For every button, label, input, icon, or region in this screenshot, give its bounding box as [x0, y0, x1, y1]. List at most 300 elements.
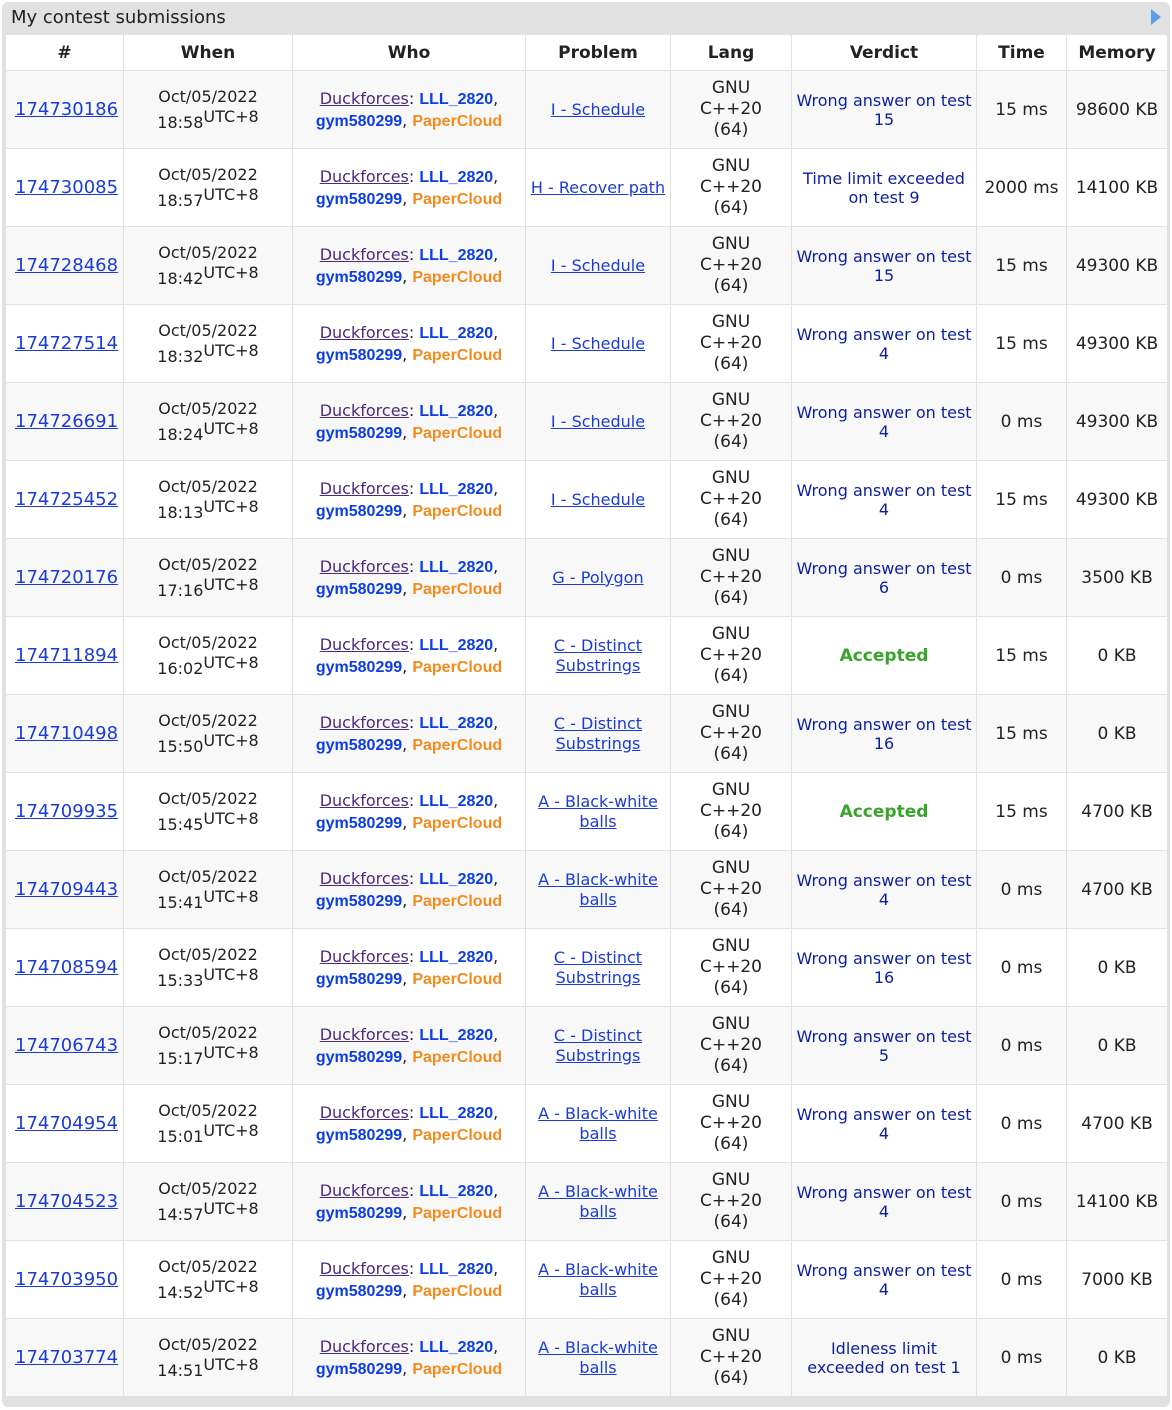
separator-comma: ,: [493, 244, 499, 264]
problem-link[interactable]: A - Black-white balls: [538, 1103, 658, 1143]
lang-cell: [671, 1163, 792, 1241]
panel-caption: [5, 2, 1167, 34]
expand-arrow-icon[interactable]: [1151, 9, 1161, 25]
timezone-label: UTC+8: [203, 886, 259, 906]
submission-id-cell: [6, 1085, 124, 1163]
problem-link[interactable]: A - Black-white balls: [538, 1259, 658, 1299]
separator-comma: ,: [402, 890, 413, 910]
lang-version: C++20: [700, 879, 762, 899]
submission-id-link[interactable]: 174708594: [15, 957, 119, 978]
member-link-lll2820[interactable]: LLL_2820: [419, 480, 494, 498]
time-cell: 0 ms: [977, 1163, 1067, 1241]
team-link[interactable]: Duckforces: [319, 712, 409, 732]
verdict-text[interactable]: Idleness limit exceeded on test 1: [807, 1338, 961, 1377]
lang-bits: (64): [713, 198, 749, 218]
team-link[interactable]: Duckforces: [319, 1024, 409, 1044]
member-link-papercloud[interactable]: PaperCloud: [412, 1048, 503, 1066]
submission-time: [126, 653, 290, 679]
separator-comma: ,: [493, 790, 499, 810]
memory-cell: 0 KB: [1067, 617, 1168, 695]
problem-cell: [526, 1319, 671, 1397]
submission-id-cell: [6, 695, 124, 773]
member-link-gym580299[interactable]: gym580299: [315, 970, 403, 988]
verdict-cell: [792, 461, 977, 539]
member-link-lll2820[interactable]: LLL_2820: [419, 1338, 494, 1356]
team-link[interactable]: Duckforces: [319, 478, 409, 498]
lang-cell: [671, 383, 792, 461]
memory-cell: 4700 KB: [1067, 773, 1168, 851]
verdict-cell: [792, 1085, 977, 1163]
when-cell: [124, 149, 293, 227]
member-link-lll2820[interactable]: LLL_2820: [419, 1182, 494, 1200]
verdict-text[interactable]: Wrong answer on test 16: [796, 714, 972, 753]
member-link-gym580299[interactable]: gym580299: [315, 1126, 403, 1144]
team-link[interactable]: Duckforces: [319, 166, 409, 186]
verdict-cell: [792, 149, 977, 227]
lang-compiler: GNU: [711, 780, 751, 800]
verdict-cell: [792, 1163, 977, 1241]
member-link-gym580299[interactable]: gym580299: [315, 892, 403, 910]
submission-id-cell: [6, 929, 124, 1007]
when-cell: [124, 1319, 293, 1397]
lang-cell: [671, 929, 792, 1007]
team-link[interactable]: Duckforces: [319, 1258, 409, 1278]
member-link-lll2820[interactable]: LLL_2820: [419, 1260, 494, 1278]
member-link-papercloud[interactable]: PaperCloud: [412, 346, 503, 364]
verdict-text[interactable]: Wrong answer on test 4: [796, 480, 972, 519]
submission-id-link[interactable]: 174725452: [15, 489, 119, 510]
submission-time: [126, 575, 290, 601]
lang-compiler: GNU: [711, 858, 751, 878]
lang-version: C++20: [700, 1113, 762, 1133]
when-cell: [124, 71, 293, 149]
lang-cell: [671, 227, 792, 305]
time-cell: 15 ms: [977, 773, 1067, 851]
lang-bits: (64): [713, 354, 749, 374]
submissions-panel: [2, 2, 1170, 1407]
lang-version: C++20: [700, 489, 762, 509]
submission-time: [126, 497, 290, 523]
submission-id-cell: [6, 617, 124, 695]
separator-colon: :: [408, 322, 420, 342]
verdict-text[interactable]: Wrong answer on test 4: [796, 1104, 972, 1143]
table-row: [6, 851, 1168, 929]
verdict-text[interactable]: Wrong answer on test 5: [796, 1026, 972, 1065]
member-link-lll2820[interactable]: LLL_2820: [419, 714, 494, 732]
time-cell: 0 ms: [977, 929, 1067, 1007]
member-link-lll2820[interactable]: LLL_2820: [419, 870, 494, 888]
verdict-text[interactable]: Wrong answer on test 4: [796, 1260, 972, 1299]
header-who: Who: [293, 35, 526, 71]
problem-link[interactable]: C - Distinct Substrings: [553, 713, 643, 753]
separator-colon: :: [408, 790, 420, 810]
timezone-label: UTC+8: [203, 652, 259, 672]
lang-version: C++20: [700, 645, 762, 665]
lang-version: C++20: [700, 255, 762, 275]
member-link-papercloud[interactable]: PaperCloud: [412, 190, 503, 208]
problem-cell: [526, 305, 671, 383]
memory-cell: 49300 KB: [1067, 461, 1168, 539]
timezone-label: UTC+8: [203, 106, 259, 126]
table-row: [6, 1007, 1168, 1085]
submission-id-link[interactable]: 174730085: [15, 177, 119, 198]
lang-bits: (64): [713, 1290, 749, 1310]
separator-colon: :: [408, 1102, 420, 1122]
lang-compiler: GNU: [711, 156, 751, 176]
time-cell: 0 ms: [977, 539, 1067, 617]
verdict-text[interactable]: Wrong answer on test 15: [796, 90, 972, 129]
problem-cell: [526, 1007, 671, 1085]
table-row: [6, 1163, 1168, 1241]
submission-id-link[interactable]: 174730186: [15, 99, 119, 120]
time-cell: 15 ms: [977, 71, 1067, 149]
lang-compiler: GNU: [711, 624, 751, 644]
member-link-lll2820[interactable]: LLL_2820: [419, 1104, 494, 1122]
time-cell: 15 ms: [977, 305, 1067, 383]
lang-compiler: GNU: [711, 468, 751, 488]
member-link-lll2820[interactable]: LLL_2820: [419, 90, 494, 108]
verdict-text[interactable]: Wrong answer on test 4: [796, 1182, 972, 1221]
lang-bits: (64): [713, 822, 749, 842]
separator-colon: :: [408, 1336, 420, 1356]
separator-comma: ,: [493, 946, 499, 966]
verdict-cell: [792, 227, 977, 305]
submission-clock: 15:45: [157, 814, 204, 834]
member-link-papercloud[interactable]: PaperCloud: [412, 424, 503, 442]
submission-clock: 18:58: [157, 112, 204, 132]
member-link-lll2820[interactable]: LLL_2820: [419, 948, 494, 966]
member-link-lll2820[interactable]: LLL_2820: [419, 246, 494, 264]
member-link-papercloud[interactable]: PaperCloud: [412, 1282, 503, 1300]
when-cell: [124, 851, 293, 929]
team-link[interactable]: Duckforces: [319, 946, 409, 966]
submission-clock: 15:50: [157, 736, 204, 756]
member-link-papercloud[interactable]: PaperCloud: [412, 970, 503, 988]
team-link[interactable]: Duckforces: [319, 244, 409, 264]
problem-cell: [526, 1163, 671, 1241]
member-link-gym580299[interactable]: gym580299: [315, 502, 403, 520]
time-cell: 15 ms: [977, 617, 1067, 695]
timezone-label: UTC+8: [203, 1120, 259, 1140]
submission-id-link[interactable]: 174726691: [15, 411, 119, 432]
submission-id-link[interactable]: 174706743: [15, 1035, 119, 1056]
verdict-text[interactable]: Wrong answer on test 6: [796, 558, 972, 597]
separator-colon: :: [408, 712, 420, 732]
member-link-lll2820[interactable]: LLL_2820: [419, 1026, 494, 1044]
memory-cell: 49300 KB: [1067, 383, 1168, 461]
problem-link[interactable]: I - Schedule: [550, 411, 646, 431]
separator-colon: :: [408, 1024, 420, 1044]
table-row: [6, 617, 1168, 695]
lang-compiler: GNU: [711, 936, 751, 956]
submission-id-link[interactable]: 174704523: [15, 1191, 119, 1212]
when-cell: [124, 1085, 293, 1163]
separator-comma: ,: [402, 1046, 413, 1066]
when-cell: [124, 305, 293, 383]
member-link-papercloud[interactable]: PaperCloud: [412, 1360, 503, 1378]
memory-cell: 7000 KB: [1067, 1241, 1168, 1319]
team-link[interactable]: Duckforces: [319, 400, 409, 420]
header-when: When: [124, 35, 293, 71]
verdict-text[interactable]: Wrong answer on test 4: [796, 402, 972, 441]
lang-cell: [671, 773, 792, 851]
member-link-papercloud[interactable]: PaperCloud: [412, 112, 503, 130]
verdict-cell: [792, 617, 977, 695]
who-cell: [293, 929, 526, 1007]
member-link-gym580299[interactable]: gym580299: [315, 1282, 403, 1300]
member-link-gym580299[interactable]: gym580299: [315, 736, 403, 754]
member-link-gym580299[interactable]: gym580299: [315, 1204, 403, 1222]
separator-comma: ,: [493, 556, 499, 576]
member-link-papercloud[interactable]: PaperCloud: [412, 736, 503, 754]
timezone-label: UTC+8: [203, 262, 259, 282]
time-cell: 0 ms: [977, 1007, 1067, 1085]
submission-clock: 14:52: [157, 1282, 204, 1302]
member-link-gym580299[interactable]: gym580299: [315, 580, 403, 598]
verdict-cell: [792, 929, 977, 1007]
lang-bits: (64): [713, 744, 749, 764]
submission-date: Oct/05/2022: [158, 710, 258, 730]
time-cell: 0 ms: [977, 1319, 1067, 1397]
problem-link[interactable]: I - Schedule: [550, 333, 646, 353]
submission-id-link[interactable]: 174704954: [15, 1113, 119, 1134]
separator-comma: ,: [493, 634, 499, 654]
memory-cell: 3500 KB: [1067, 539, 1168, 617]
lang-bits: (64): [713, 978, 749, 998]
separator-comma: ,: [402, 656, 413, 676]
table-row: [6, 305, 1168, 383]
submissions-table: [5, 34, 1168, 1397]
separator-colon: :: [408, 166, 420, 186]
member-link-lll2820[interactable]: LLL_2820: [419, 558, 494, 576]
problem-link[interactable]: A - Black-white balls: [538, 869, 658, 909]
submission-date: Oct/05/2022: [158, 788, 258, 808]
verdict-cell: [792, 383, 977, 461]
panel-title: My contest submissions: [11, 7, 226, 28]
member-link-lll2820[interactable]: LLL_2820: [419, 636, 494, 654]
separator-colon: :: [408, 244, 420, 264]
submission-id-cell: [6, 539, 124, 617]
lang-bits: (64): [713, 1212, 749, 1232]
submission-date: Oct/05/2022: [158, 242, 258, 262]
member-link-gym580299[interactable]: gym580299: [315, 268, 403, 286]
verdict-text[interactable]: Accepted: [839, 645, 929, 666]
member-link-papercloud[interactable]: PaperCloud: [412, 268, 503, 286]
member-link-gym580299[interactable]: gym580299: [315, 814, 403, 832]
lang-compiler: GNU: [711, 78, 751, 98]
table-row: [6, 227, 1168, 305]
problem-link[interactable]: I - Schedule: [550, 255, 646, 275]
lang-bits: (64): [713, 510, 749, 530]
separator-comma: ,: [493, 478, 499, 498]
team-link[interactable]: Duckforces: [319, 88, 409, 108]
submission-id-cell: [6, 305, 124, 383]
submission-date: Oct/05/2022: [158, 1100, 258, 1120]
table-row: [6, 1241, 1168, 1319]
separator-comma: ,: [493, 1258, 499, 1278]
verdict-text[interactable]: Accepted: [839, 801, 929, 822]
team-link[interactable]: Duckforces: [319, 1180, 409, 1200]
time-cell: 0 ms: [977, 1085, 1067, 1163]
lang-cell: [671, 149, 792, 227]
submission-id-cell: [6, 383, 124, 461]
problem-link[interactable]: H - Recover path: [530, 177, 666, 197]
submission-id-link[interactable]: 174703950: [15, 1269, 119, 1290]
submission-id-link[interactable]: 174709443: [15, 879, 119, 900]
verdict-cell: [792, 305, 977, 383]
lang-compiler: GNU: [711, 702, 751, 722]
problem-link[interactable]: C - Distinct Substrings: [553, 947, 643, 987]
lang-version: C++20: [700, 177, 762, 197]
member-link-lll2820[interactable]: LLL_2820: [419, 324, 494, 342]
verdict-cell: [792, 695, 977, 773]
submission-id-link[interactable]: 174720176: [15, 567, 119, 588]
when-cell: [124, 1241, 293, 1319]
submission-id-link[interactable]: 174709935: [15, 801, 119, 822]
member-link-gym580299[interactable]: gym580299: [315, 190, 403, 208]
submission-date: Oct/05/2022: [158, 554, 258, 574]
time-cell: 2000 ms: [977, 149, 1067, 227]
timezone-label: UTC+8: [203, 340, 259, 360]
problem-cell: [526, 695, 671, 773]
problem-cell: [526, 539, 671, 617]
who-cell: [293, 1007, 526, 1085]
verdict-text[interactable]: Wrong answer on test 4: [796, 324, 972, 363]
memory-cell: 4700 KB: [1067, 851, 1168, 929]
lang-compiler: GNU: [711, 1326, 751, 1346]
problem-link[interactable]: C - Distinct Substrings: [553, 1025, 643, 1065]
submission-id-cell: [6, 461, 124, 539]
separator-comma: ,: [493, 166, 499, 186]
team-link[interactable]: Duckforces: [319, 1102, 409, 1122]
submission-id-cell: [6, 149, 124, 227]
lang-bits: (64): [713, 1368, 749, 1388]
time-cell: 0 ms: [977, 851, 1067, 929]
member-link-gym580299[interactable]: gym580299: [315, 1048, 403, 1066]
submission-date: Oct/05/2022: [158, 476, 258, 496]
submission-date: Oct/05/2022: [158, 632, 258, 652]
who-cell: [293, 539, 526, 617]
team-link[interactable]: Duckforces: [319, 868, 409, 888]
member-link-papercloud[interactable]: PaperCloud: [412, 658, 503, 676]
submission-id-link[interactable]: 174728468: [15, 255, 119, 276]
separator-colon: :: [408, 478, 420, 498]
member-link-papercloud[interactable]: PaperCloud: [412, 580, 503, 598]
submission-date: Oct/05/2022: [158, 1334, 258, 1354]
problem-link[interactable]: G - Polygon: [552, 567, 644, 587]
problem-cell: [526, 617, 671, 695]
team-link[interactable]: Duckforces: [319, 790, 409, 810]
member-link-lll2820[interactable]: LLL_2820: [419, 168, 494, 186]
member-link-papercloud[interactable]: PaperCloud: [412, 1204, 503, 1222]
submission-date: Oct/05/2022: [158, 944, 258, 964]
member-link-papercloud[interactable]: PaperCloud: [412, 1126, 503, 1144]
header-verdict: Verdict: [792, 35, 977, 71]
lang-cell: [671, 695, 792, 773]
team-link[interactable]: Duckforces: [319, 322, 409, 342]
separator-comma: ,: [402, 1124, 413, 1144]
lang-cell: [671, 617, 792, 695]
member-link-gym580299[interactable]: gym580299: [315, 112, 403, 130]
lang-bits: (64): [713, 1056, 749, 1076]
member-link-lll2820[interactable]: LLL_2820: [419, 792, 494, 810]
submission-clock: 15:17: [157, 1048, 204, 1068]
table-row: [6, 929, 1168, 1007]
problem-link[interactable]: C - Distinct Substrings: [553, 635, 643, 675]
member-link-papercloud[interactable]: PaperCloud: [412, 502, 503, 520]
problem-link[interactable]: A - Black-white balls: [538, 1181, 658, 1221]
timezone-label: UTC+8: [203, 1198, 259, 1218]
submission-time: [126, 1355, 290, 1381]
submission-id-link[interactable]: 174711894: [15, 645, 119, 666]
when-cell: [124, 929, 293, 1007]
member-link-gym580299[interactable]: gym580299: [315, 1360, 403, 1378]
submission-id-cell: [6, 1241, 124, 1319]
verdict-text[interactable]: Wrong answer on test 4: [796, 870, 972, 909]
lang-cell: [671, 851, 792, 929]
member-link-gym580299[interactable]: gym580299: [315, 658, 403, 676]
verdict-text[interactable]: Wrong answer on test 15: [796, 246, 972, 285]
problem-link[interactable]: I - Schedule: [550, 99, 646, 119]
lang-cell: [671, 1007, 792, 1085]
lang-compiler: GNU: [711, 390, 751, 410]
timezone-label: UTC+8: [203, 730, 259, 750]
submission-date: Oct/05/2022: [158, 398, 258, 418]
submission-id-cell: [6, 851, 124, 929]
memory-cell: 14100 KB: [1067, 1163, 1168, 1241]
member-link-gym580299[interactable]: gym580299: [315, 346, 403, 364]
team-link[interactable]: Duckforces: [319, 634, 409, 654]
submission-time: [126, 887, 290, 913]
lang-version: C++20: [700, 1347, 762, 1367]
team-link[interactable]: Duckforces: [319, 556, 409, 576]
submission-id-link[interactable]: 174703774: [15, 1347, 119, 1368]
lang-compiler: GNU: [711, 546, 751, 566]
when-cell: [124, 227, 293, 305]
submission-time: [126, 731, 290, 757]
submission-clock: 14:51: [157, 1360, 204, 1380]
verdict-cell: [792, 1319, 977, 1397]
verdict-text[interactable]: Time limit exceeded on test 9: [803, 168, 965, 207]
who-cell: [293, 149, 526, 227]
separator-colon: :: [408, 400, 420, 420]
member-link-papercloud[interactable]: PaperCloud: [412, 814, 503, 832]
problem-link[interactable]: A - Black-white balls: [538, 1337, 658, 1377]
submission-id-cell: [6, 773, 124, 851]
table-row: [6, 1085, 1168, 1163]
separator-comma: ,: [402, 500, 413, 520]
problem-link[interactable]: A - Black-white balls: [538, 791, 658, 831]
lang-version: C++20: [700, 801, 762, 821]
separator-colon: :: [408, 1180, 420, 1200]
submission-clock: 18:13: [157, 502, 204, 522]
submission-id-link[interactable]: 174727514: [15, 333, 119, 354]
member-link-gym580299[interactable]: gym580299: [315, 424, 403, 442]
memory-cell: 0 KB: [1067, 695, 1168, 773]
verdict-text[interactable]: Wrong answer on test 16: [796, 948, 972, 987]
problem-cell: [526, 929, 671, 1007]
problem-link[interactable]: I - Schedule: [550, 489, 646, 509]
separator-comma: ,: [402, 344, 413, 364]
team-link[interactable]: Duckforces: [319, 1336, 409, 1356]
memory-cell: 14100 KB: [1067, 149, 1168, 227]
member-link-lll2820[interactable]: LLL_2820: [419, 402, 494, 420]
separator-comma: ,: [402, 812, 413, 832]
submission-id-link[interactable]: 174710498: [15, 723, 119, 744]
table-row: [6, 149, 1168, 227]
member-link-papercloud[interactable]: PaperCloud: [412, 892, 503, 910]
separator-comma: ,: [402, 968, 413, 988]
